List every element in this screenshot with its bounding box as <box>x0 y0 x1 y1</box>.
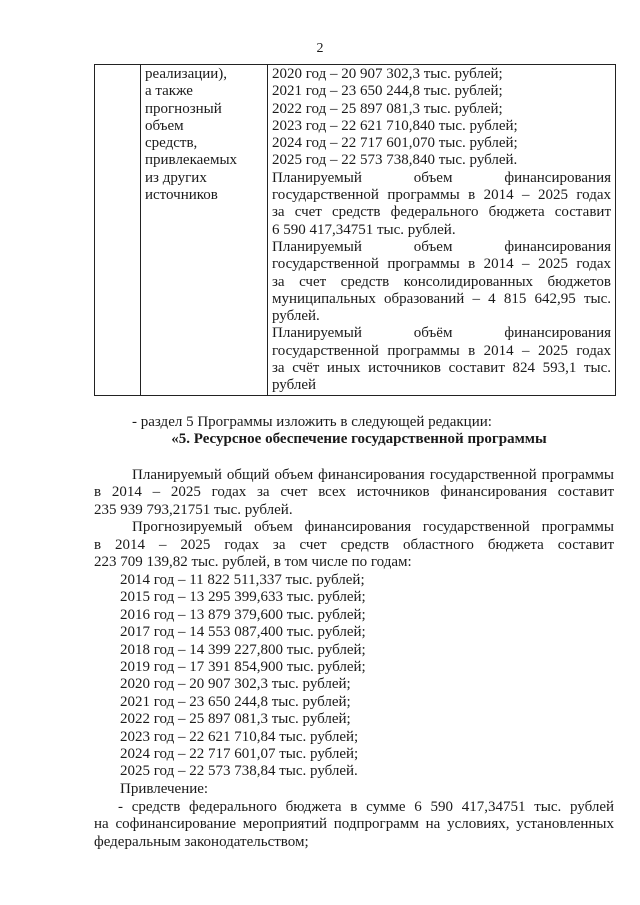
label-line: из других <box>145 169 207 186</box>
table-cell-label <box>141 65 268 396</box>
table-cell-empty <box>95 65 141 396</box>
label-line: реализации), <box>145 66 228 82</box>
list-item: 2015 год – 13 295 399,633 тыс. рублей; <box>120 589 366 606</box>
section-intro: - раздел 5 Программы изложить в следующей редакции: <box>132 414 492 430</box>
list-item: 2023 год – 22 621 710,84 тыс. рублей; <box>120 728 359 745</box>
list-item: 2016 год – 13 879 379,600 тыс. рублей; <box>120 606 366 623</box>
list-item: 2025 год – 22 573 738,84 тыс. рублей. <box>120 763 358 780</box>
year-line: 2021 год – 23 650 244,8 тыс. рублей; <box>272 83 503 100</box>
paragraph-line: 223 709 139,82 тыс. рублей, в том числе по годам: <box>94 554 412 571</box>
paragraph-attraction <box>94 799 614 851</box>
list-item: 2018 год – 14 399 227,800 тыс. рублей; <box>120 641 366 658</box>
paragraph-line: 235 939 793,21751 тыс. рублей. <box>94 501 293 518</box>
label-line: прогнозный <box>145 100 222 117</box>
paragraph-line: на софинансирование мероприятий подпрограмм на условиях, установленных <box>94 816 614 833</box>
paragraph-line: в 2014 – 2025 годах за счет всех источников финансирования составит <box>94 484 614 501</box>
municipal-funding-line: за счет средств консолидированных бюджетов <box>272 273 611 290</box>
paragraph-total-funding <box>94 467 614 571</box>
municipal-funding-line: муниципальных образований – 4 815 642,95 тыс. <box>272 290 611 307</box>
table-row <box>95 65 616 396</box>
section-heading: «5. Ресурсное обеспечение государственной программы <box>171 431 547 448</box>
label-line: средств, <box>145 135 198 152</box>
table-cell-value <box>268 65 616 396</box>
paragraph-line: в 2014 – 2025 годах за счет средств областного бюджета составит <box>94 536 614 553</box>
paragraph-line: федеральным законодательством; <box>94 833 309 850</box>
label-line: привлекаемых <box>145 152 238 169</box>
municipal-funding-line: рублей. <box>272 308 320 325</box>
list-item: 2022 год – 25 897 081,3 тыс. рублей; <box>120 711 351 728</box>
municipal-funding-line: государственной программы в 2014 – 2025 годах <box>272 256 611 273</box>
other-funding-line: государственной программы в 2014 – 2025 годах <box>272 342 611 359</box>
years-list <box>94 572 614 798</box>
other-funding-line: за счёт иных источников составит 824 593,1 тыс. <box>272 360 611 377</box>
list-item: 2019 год – 17 391 854,900 тыс. рублей; <box>120 659 366 676</box>
attraction-label: Привлечение: <box>120 780 209 797</box>
page-number: 2 <box>316 41 324 56</box>
municipal-funding-line: Планируемый объем финансирования <box>272 238 611 255</box>
label-line: а также <box>145 83 193 100</box>
list-item: 2024 год – 22 717 601,07 тыс. рублей; <box>120 746 359 763</box>
section-intro-block <box>94 414 614 449</box>
year-line: 2023 год – 22 621 710,840 тыс. рублей; <box>272 117 518 134</box>
other-funding-line: рублей <box>272 377 317 394</box>
year-line: 2022 год – 25 897 081,3 тыс. рублей; <box>272 100 503 117</box>
label-line: объем <box>145 117 184 134</box>
federal-funding-line: 6 590 417,34751 тыс. рублей. <box>272 221 456 238</box>
list-item: 2021 год – 23 650 244,8 тыс. рублей; <box>120 693 351 710</box>
federal-funding-line: за счет средств федерального бюджета составит <box>272 204 611 221</box>
federal-funding-line: государственной программы в 2014 – 2025 годах <box>272 187 611 204</box>
year-line: 2020 год – 20 907 302,3 тыс. рублей; <box>272 66 503 82</box>
list-item: 2020 год – 20 907 302,3 тыс. рублей; <box>120 676 351 693</box>
program-passport-table <box>94 64 616 396</box>
paragraph-line: Прогнозируемый объем финансирования государственной программы <box>132 519 614 536</box>
federal-funding-line: Планируемый объем финансирования <box>272 169 611 186</box>
list-item: 2017 год – 14 553 087,400 тыс. рублей; <box>120 624 366 641</box>
paragraph-line: Планируемый общий объем финансирования государственной программы <box>132 467 614 483</box>
label-line: источников <box>145 187 218 204</box>
year-line: 2024 год – 22 717 601,070 тыс. рублей; <box>272 135 518 152</box>
paragraph-line: - средств федерального бюджета в сумме 6 590 417,34751 тыс. рублей <box>118 799 614 815</box>
year-line: 2025 год – 22 573 738,840 тыс. рублей. <box>272 152 518 169</box>
list-item: 2014 год – 11 822 511,337 тыс. рублей; <box>120 572 365 588</box>
other-funding-line: Планируемый объём финансирования <box>272 325 611 342</box>
